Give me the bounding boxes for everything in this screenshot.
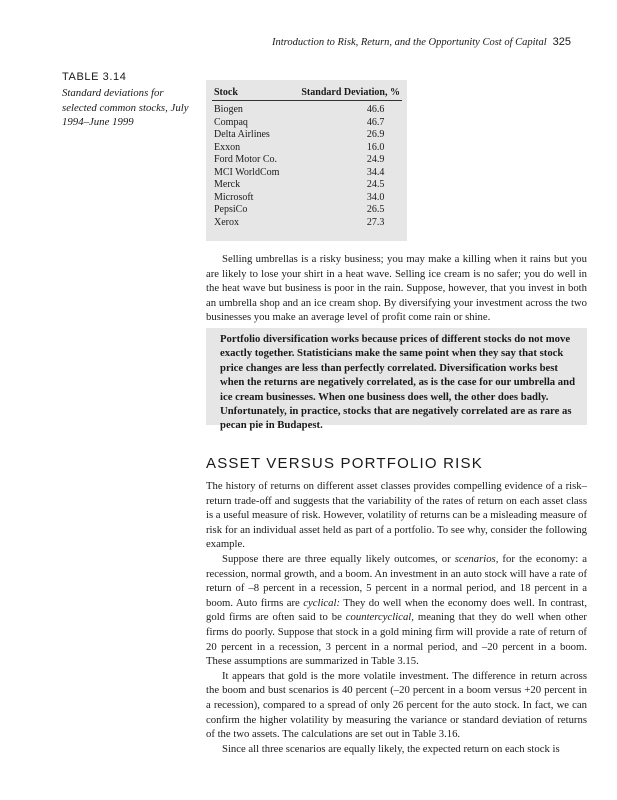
stock-sd: 26.5 [366,204,385,215]
callout-box [206,328,587,432]
table-row [212,142,402,155]
table-row [212,117,402,130]
body-paragraph-2: Suppose there are three equally likely outcomes, or scenarios, for the economy: a recession, normal growth, and a boom. An investment in an auto stock will have a rate of return of –8 percent in a recession, 5 percent in a normal period, and 18 percent in a boom. Auto firms are cyclical: They do well when the economy does well. In contrast, gold firms are often said to be countercyclical, meaning that they do well when other firms do poorly. Suppose that stock in a gold mining firm will provide a rate of return of 20 percent in a recession, 3 percent in a normal period, and –20 percent in a boom. These assumptions are summarized in Table 3.15. [206,552,587,668]
table-row [212,129,402,142]
running-title: Introduction to Risk, Return, and the Opportunity Cost of Capital [272,37,547,48]
stock-name: Biogen [214,104,243,115]
page-number: 325 [552,36,571,48]
table-row [212,179,402,192]
stock-name: PepsiCo [214,204,248,215]
stock-sd: 27.3 [366,216,385,228]
table-row [212,167,402,180]
stock-sd: 34.4 [366,166,385,178]
stock-name: Microsoft [214,191,254,203]
table-row [212,154,402,167]
table-label: TABLE 3.14 [62,71,127,83]
stock-sd: 26.9 [366,129,385,140]
section-body [206,479,587,756]
stock-sd: 16.0 [366,141,385,153]
section-heading: ASSET VERSUS PORTFOLIO RISK [206,455,483,472]
stock-name: Delta Airlines [214,129,270,140]
stock-sd: 34.0 [366,191,385,203]
stock-sd: 24.9 [366,154,385,165]
intro-paragraph: Selling umbrellas is a risky business; you may make a killing when it rains but you are likely to lose your shirt in a heat wave. Selling ice cream is no safer; you do well in the heat wave but business is poor in the rain. Suppose, however, that you invest in both an umbrella shop and an ice cream shop. By diversifying your investment across the two businesses you make an average level of profit come rain or shine. [206,253,587,324]
table-header-row [212,86,402,101]
stock-name: Ford Motor Co. [214,154,278,165]
table-row [212,101,402,117]
table-row [212,217,402,230]
table-row [212,204,402,217]
stock-sd-table-panel [206,80,407,241]
stock-sd: 46.7 [366,116,385,128]
stock-name: MCI WorldCom [214,166,280,178]
stock-sd-table [212,86,402,229]
column-header-stock: Stock [212,86,287,101]
stock-name: Merck [214,179,241,190]
stock-sd: 24.5 [366,179,385,190]
table-row [212,192,402,205]
callout-text: Portfolio diversification works because prices of different stocks do not move exactly together. Statisticians make the same point when they say that stock price changes are less than perfectly correlated. Diversification works best when the returns are negatively correlated, as is the case for our umbrella and ice cream businesses. When one business does well, the other does badly. Unfortunately, in practice, stocks that are negatively correlated are as rare as pecan pie in Budapest. [220,333,576,432]
stock-name: Exxon [214,141,241,153]
column-header-sd: Standard Deviation, % [287,86,402,101]
body-paragraph-4: Since all three scenarios are equally likely, the expected return on each stock is [222,742,560,755]
body-paragraph-1: The history of returns on different asset classes provides compelling evidence of a risk–return trade-off and suggests that the variability of the rates of return on each asset class is a useful measure of risk. However, volatility of returns can be a misleading measure of risk for an individual asset held as part of a portfolio. To see why, consider the following example. [206,480,587,551]
stock-name: Compaq [214,116,248,128]
table-caption: Standard deviations for selected common stocks, July 1994–June 1999 [62,87,189,128]
body-paragraph-3: It appears that gold is the more volatile investment. The difference in return across the boom and bust scenarios is 40 percent (–20 percent in a boom versus +20 percent in a recession), compared to a spread of only 26 percent for the auto stock. In fact, we can confirm the higher volatility by measuring the variance or standard deviation of returns of the two assets. The calculations are set out in Table 3.16. [206,669,587,741]
stock-name: Xerox [214,216,239,228]
running-head [272,36,571,48]
stock-sd: 46.6 [366,104,385,115]
